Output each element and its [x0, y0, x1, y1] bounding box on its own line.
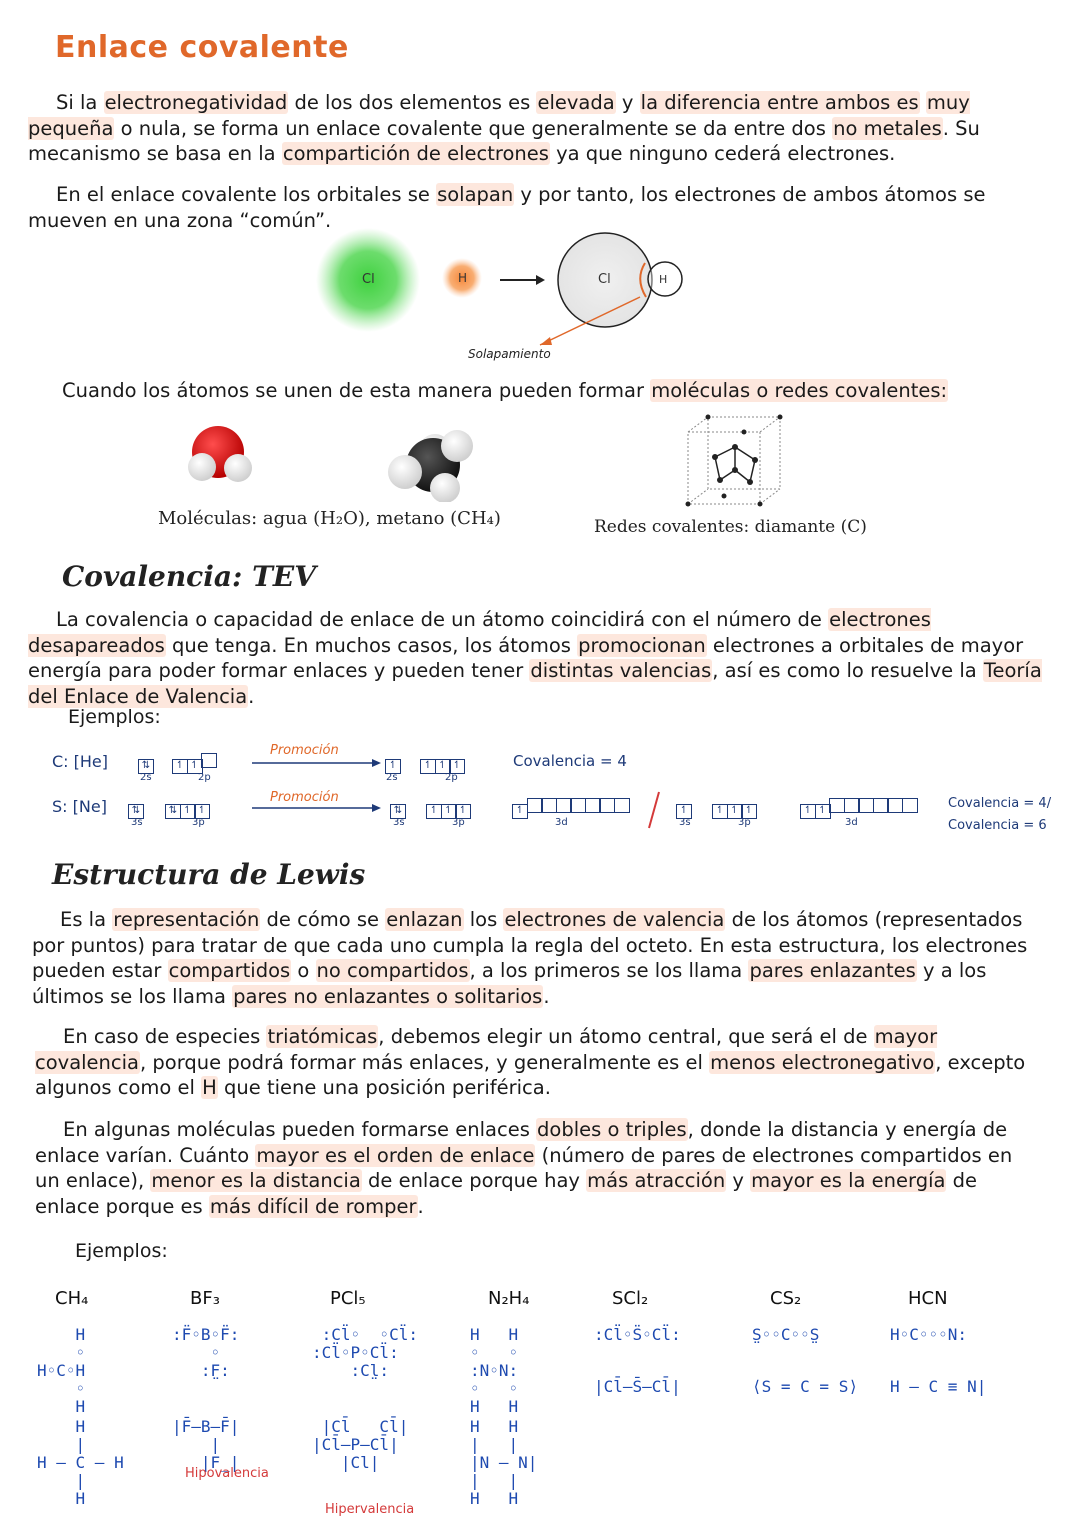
sulfur-covalence-1: Covalencia = 4/: [948, 796, 1052, 811]
sulfur-3s-label: 3s: [131, 817, 143, 828]
lewis-note: Hipovalencia: [185, 1466, 269, 1481]
sulfur-3d-promoted-2: ↿ ↿: [800, 798, 916, 819]
carbon-2s-label-b: 2s: [386, 772, 398, 783]
lewis-paragraph-2: [35, 1024, 1045, 1101]
lewis-line-structure: |Cl̄ Cl̄| |Cl̄–P–Cl̄| |Cl|: [312, 1417, 409, 1472]
hydrogen-atom: [388, 455, 422, 489]
highlighted-text: mayor es la energía: [751, 1169, 946, 1192]
text-run: Si la: [56, 91, 104, 114]
highlighted-text: pares no enlazantes o solitarios: [233, 984, 543, 1008]
examples-label-1: Ejemplos:: [68, 706, 161, 728]
lewis-paragraph-3: [35, 1117, 1035, 1219]
sulfur-3s-box: ⇅: [128, 798, 143, 819]
carbon-2p-label-b: 2p: [445, 772, 458, 783]
sulfur-promo-label: Promoción: [270, 790, 339, 805]
sulfur-3d-promoted: ↿: [512, 798, 628, 819]
methane-molecule: [385, 420, 480, 502]
orbital-overlap-figure: [300, 225, 720, 365]
text-run: Cuando los átomos se unen de esta manera pueden formar: [62, 379, 651, 402]
lewis-dot-structure: :Cl̈◦ ◦Cl̈: :Cl̈◦P◦Cl̈: :Cl̤:: [312, 1325, 418, 1380]
sulfur-3d-label-c: 3d: [845, 817, 858, 828]
lewis-label: N₂H₄: [488, 1288, 530, 1309]
highlighted-text: la diferencia entre ambos es: [640, 91, 919, 114]
lewis-label: CH₄: [55, 1288, 89, 1309]
carbon-2s-label: 2s: [140, 772, 152, 783]
separator-slash: [645, 790, 665, 830]
text-run: La covalencia o capacidad de enlace de un átomo coincidirá con el número de: [56, 608, 829, 631]
highlighted-text: menos electronegativo: [710, 1050, 935, 1074]
lewis-paragraph-1: [32, 907, 1052, 1009]
text-run: , porque podrá formar más enlaces, y generalmente es el: [140, 1050, 710, 1074]
reaction-arrow-head: [536, 275, 545, 285]
lewis-label: SCl₂: [612, 1288, 649, 1309]
carbon-2p-boxes: ↿ ↿: [172, 753, 216, 774]
covalencia-paragraph: [28, 607, 1058, 709]
sulfur-3s-promoted: ⇅: [390, 798, 405, 819]
highlighted-text: dobles o triples: [537, 1118, 687, 1141]
text-run: .: [248, 684, 255, 708]
highlighted-text: más difícil de romper: [209, 1194, 417, 1218]
highlighted-text: distintas valencias: [530, 659, 712, 682]
overlap-pointer-head: [540, 337, 552, 345]
lewis-label: HCN: [908, 1288, 948, 1309]
text-run: .: [417, 1194, 424, 1218]
hydrogen-atom: [188, 453, 216, 481]
overlap-label: Solapamiento: [468, 347, 551, 361]
hydrogen-atom: [441, 430, 473, 462]
lewis-heading: Estructura de Lewis: [52, 858, 366, 891]
highlighted-text: muy pequeña: [28, 91, 970, 140]
highlighted-text: mayor es el orden de enlace: [256, 1143, 535, 1167]
lewis-dot-structure: H ◦ H◦C◦H ◦ H: [37, 1325, 86, 1416]
sulfur-3s-label-c: 3s: [679, 817, 691, 828]
text-run: los: [463, 908, 504, 931]
cl-label-bonded: Cl: [598, 272, 611, 287]
carbon-2p-label: 2p: [198, 772, 211, 783]
lewis-label: BF₃: [190, 1288, 220, 1309]
highlighted-text: promocionan: [578, 633, 706, 657]
covalencia-heading: Covalencia: TEV: [62, 560, 316, 593]
text-run: .: [543, 984, 550, 1008]
highlighted-text: elevada: [537, 91, 615, 114]
text-run: de los átomos (representados por puntos) para tratar de que cada uno cumpla la regla del octeto. En esta estructura, los electrones pueden estar: [32, 908, 1028, 982]
text-run: y por tanto, los electrones de ambos átomos se mueven en una zona “común”.: [28, 183, 986, 232]
carbon-2s-box: ⇅: [138, 753, 153, 774]
text-run: y a los últimos se los llama: [32, 959, 987, 1008]
text-run: o: [291, 959, 316, 982]
text-run: Es la: [60, 908, 113, 931]
highlighted-text: H: [202, 1076, 217, 1099]
sulfur-3p-label-c: 3p: [738, 817, 751, 828]
h-label-bonded: H: [659, 273, 668, 286]
carbon-promo-arrow: [252, 758, 382, 768]
sulfur-3p-label: 3p: [192, 817, 205, 828]
carbon-promo-label: Promoción: [270, 743, 339, 758]
highlighted-text: pares enlazantes: [749, 959, 916, 982]
hydrogen-atom: [224, 454, 252, 482]
lewis-line-structure: ⟨S = C = S⟩: [752, 1377, 858, 1396]
sulfur-prefix: S: [Ne]: [52, 797, 107, 816]
text-run: de enlace porque es: [35, 1169, 978, 1218]
lewis-label: PCl₅: [330, 1288, 366, 1309]
lewis-dot-structure: H◦C◦◦◦N:: [890, 1325, 968, 1344]
text-run: , así es como lo resuelve la: [712, 659, 983, 682]
text-run: En caso de especies: [63, 1025, 267, 1048]
highlighted-text: Teoría del Enlace de Valencia: [28, 659, 1042, 708]
highlighted-text: electrones de valencia: [504, 908, 725, 931]
sulfur-3s-promoted-2: ↿: [676, 798, 691, 819]
sulfur-covalence-2: Covalencia = 6: [948, 818, 1047, 833]
diamond-lattice: [680, 412, 790, 512]
text-run: que tiene una posición periférica.: [217, 1076, 551, 1099]
text-run: En algunas moléculas pueden formarse enlaces: [63, 1118, 537, 1141]
sulfur-promo-arrow: [252, 803, 382, 813]
water-molecule: [180, 422, 260, 490]
lewis-label: CS₂: [770, 1288, 802, 1309]
highlighted-text: no metales: [833, 116, 942, 140]
highlighted-text: solapan: [437, 183, 514, 206]
sulfur-3s-label-b: 3s: [393, 817, 405, 828]
highlighted-text: electrones desapareados: [28, 608, 931, 657]
h-label: H: [458, 271, 468, 285]
lewis-line-structure: |F̄–B–F̄| | |F̲|: [172, 1417, 240, 1472]
sulfur-3p-promoted: ↿ ↿ ↿: [426, 798, 470, 819]
highlighted-text: más atracción: [587, 1169, 726, 1192]
sulfur-3d-label-b: 3d: [555, 817, 568, 828]
lewis-line-structure: |Cl̄–S̄–Cl̄|: [594, 1377, 681, 1396]
sulfur-3p-promoted-2: ↿ ↿ ↿: [712, 798, 756, 819]
networks-caption: Redes covalentes: diamante (C): [594, 517, 867, 537]
lewis-note: Hipervalencia: [325, 1502, 415, 1517]
text-run: (número de pares de electrones compartidos en un enlace),: [35, 1143, 1013, 1192]
page-title: Enlace covalente: [55, 30, 349, 65]
text-run: de los dos elementos es: [288, 91, 537, 114]
highlighted-text: enlazan: [386, 908, 463, 931]
examples-label-2: Ejemplos:: [75, 1240, 168, 1262]
carbon-prefix: C: [He]: [52, 752, 109, 771]
text-run: de enlace porque hay: [361, 1169, 587, 1192]
lewis-line-structure: H H | | |N – N| | | H H: [470, 1417, 538, 1508]
lewis-dot-structure: S̤◦◦C◦◦S̤: [752, 1325, 820, 1344]
lewis-line-structure: H – C ≡ N|: [890, 1377, 987, 1396]
hydrogen-atom: [430, 473, 460, 502]
text-run: , excepto algunos como el: [35, 1050, 1026, 1099]
lewis-dot-structure: :F̈◦B◦F̈: ◦ :F̤:: [172, 1325, 240, 1380]
text-run: . Su mecanismo se basa en la: [28, 116, 980, 165]
lewis-dot-structure: H H ◦ ◦ :N◦N: ◦ ◦ H H: [470, 1325, 519, 1416]
molecules-caption: Moléculas: agua (H₂O), metano (CH₄): [158, 508, 501, 529]
text-run: y: [726, 1169, 751, 1192]
text-run: de cómo se: [260, 908, 386, 931]
highlighted-text: menor es la distancia: [151, 1169, 361, 1192]
highlighted-text: representación: [113, 908, 260, 931]
highlighted-text: electronegatividad: [104, 91, 288, 114]
carbon-2s-promoted: ↿: [385, 753, 400, 774]
lewis-line-structure: H | H – C – H | H: [37, 1417, 124, 1508]
text-run: , donde la distancia y energía de enlace varían. Cuánto: [35, 1118, 1008, 1167]
text-run: [920, 91, 926, 114]
text-run: que tenga. En muchos casos, los átomos: [165, 633, 578, 657]
text-run: electrones a orbitales de mayor energía para poder formar enlaces y pueden tener: [28, 633, 1024, 682]
text-run: o nula, se forma un enlace covalente que generalmente se da entre dos: [114, 116, 833, 140]
cl-label: Cl: [362, 272, 375, 287]
carbon-2p-promoted: ↿ ↿ ↿: [420, 753, 464, 774]
highlighted-text: moléculas o redes covalentes:: [651, 379, 948, 402]
carbon-covalence: Covalencia = 4: [513, 752, 627, 770]
sulfur-3p-boxes: ⇅ ↿ ↿: [165, 798, 209, 819]
text-run: , debemos elegir un átomo central, que será el de: [378, 1025, 874, 1048]
lewis-dot-structure: :Cl̈◦S̈◦Cl̈:: [594, 1325, 681, 1344]
highlighted-text: mayor covalencia: [35, 1025, 938, 1074]
highlighted-text: triatómicas: [267, 1025, 378, 1048]
highlighted-text: compartición de electrones: [282, 142, 549, 165]
molecules-intro: [62, 378, 1062, 404]
intro-paragraph-1: [28, 90, 1048, 167]
text-run: ya que ninguno cederá electrones.: [549, 142, 896, 165]
sulfur-3p-label-b: 3p: [452, 817, 465, 828]
highlighted-text: no compartidos: [316, 959, 469, 982]
text-run: , a los primeros se los llama: [469, 959, 749, 982]
highlighted-text: compartidos: [168, 959, 291, 982]
text-run: En el enlace covalente los orbitales se: [56, 183, 437, 206]
text-run: y: [615, 91, 640, 114]
